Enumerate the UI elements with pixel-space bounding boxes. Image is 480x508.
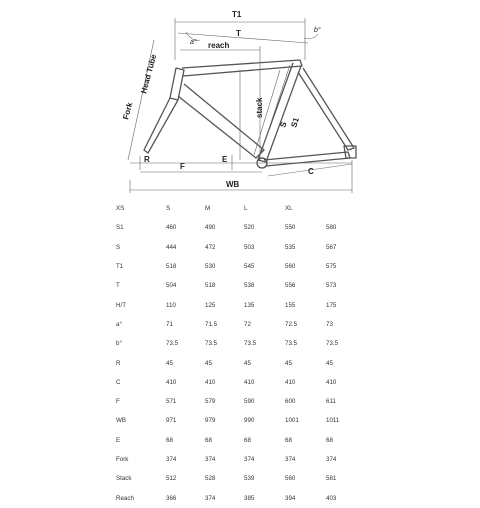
table-cell: 175: [326, 301, 337, 309]
table-cell: 472: [205, 243, 216, 251]
table-cell: 590: [244, 398, 255, 406]
table-cell: 68: [244, 436, 251, 444]
table-cell: 68: [166, 436, 173, 444]
table-row: [116, 411, 356, 430]
row-label-cell: WB: [116, 417, 126, 425]
row-label-cell: S: [116, 243, 121, 251]
table-cell: 155: [285, 301, 296, 309]
table-row: [116, 238, 356, 257]
row-label-cell: b°: [116, 340, 122, 348]
label-s1: S1: [289, 116, 301, 129]
dimension-lines: [128, 18, 352, 193]
table-cell: 520: [244, 224, 255, 232]
table-cell: 560: [285, 475, 296, 483]
label-reach: reach: [208, 41, 230, 50]
table-cell: 550: [285, 224, 296, 232]
table-row: [116, 353, 356, 372]
table-cell: 394: [285, 494, 296, 502]
row-label-cell: R: [116, 359, 121, 367]
label-stack: stack: [255, 97, 264, 118]
table-cell: 971: [166, 417, 177, 425]
table-cell: 444: [166, 243, 177, 251]
table-cell: 410: [285, 378, 296, 386]
row-label-cell: Fork: [116, 456, 129, 463]
label-b-angle: b°: [314, 27, 321, 34]
table-cell: M: [205, 205, 211, 213]
table-cell: 110: [166, 301, 176, 309]
label-a-angle: a°: [190, 39, 197, 46]
row-label-cell: E: [116, 436, 121, 444]
table-row: [116, 488, 356, 507]
seat-tube: [258, 63, 301, 162]
table-cell: 410: [244, 378, 255, 386]
table-cell: 374: [285, 456, 296, 463]
table-row: [116, 295, 356, 314]
bike-frame: [144, 60, 356, 166]
table-cell: 490: [205, 224, 216, 232]
table-cell: 410: [326, 378, 337, 386]
table-cell: 73.5: [326, 340, 339, 348]
label-f: F: [180, 162, 185, 171]
top-tube: [182, 60, 302, 76]
table-cell: 611: [326, 398, 336, 406]
table-cell: 374: [326, 456, 337, 463]
table-cell: 45: [326, 359, 333, 367]
table-row: [116, 276, 356, 295]
table-cell: 573: [326, 282, 337, 290]
row-label-cell: XS: [116, 205, 125, 213]
row-label-cell: Stack: [116, 475, 132, 483]
table-cell: 71: [166, 320, 173, 328]
table-cell: 1001: [285, 417, 299, 425]
table-cell: 538: [244, 282, 255, 290]
row-label-cell: S1: [116, 224, 124, 232]
table-cell: 73.5: [285, 340, 298, 348]
table-cell: 45: [166, 359, 173, 367]
fork-blade: [144, 98, 178, 153]
table-cell: 990: [244, 417, 255, 425]
table-cell: 366: [166, 494, 177, 502]
table-row: [116, 431, 356, 450]
head-tube: [170, 68, 184, 100]
table-cell: 518: [166, 263, 177, 271]
down-tube: [178, 84, 264, 158]
table-cell: 73.5: [205, 340, 218, 348]
table-cell: 125: [205, 301, 216, 309]
row-label-cell: T1: [116, 263, 124, 271]
table-cell: 560: [285, 263, 296, 271]
table-cell: 1011: [326, 417, 340, 425]
table-cell: 575: [326, 263, 337, 271]
table-cell: 579: [205, 398, 216, 406]
table-cell: 72: [244, 320, 251, 328]
table-row: [116, 334, 356, 353]
table-cell: 45: [205, 359, 212, 367]
row-label-cell: C: [116, 378, 121, 386]
table-cell: S: [166, 205, 171, 213]
row-label-cell: H/T: [116, 301, 126, 309]
table-cell: 600: [285, 398, 296, 406]
table-cell: 460: [166, 224, 177, 232]
table-cell: 45: [285, 359, 292, 367]
table-cell: 571: [166, 398, 177, 406]
label-c: C: [308, 167, 314, 176]
table-cell: [326, 199, 356, 218]
table-row: [116, 450, 356, 469]
table-cell: 530: [205, 263, 216, 271]
table-cell: 580: [326, 224, 337, 232]
geometry-table-body: [116, 199, 356, 508]
table-cell: 528: [205, 475, 216, 483]
table-cell: XL: [285, 205, 293, 213]
table-row: [116, 373, 356, 392]
table-cell: 518: [205, 282, 216, 290]
table-cell: 504: [166, 282, 177, 290]
label-t: T: [236, 29, 241, 38]
table-cell: 503: [244, 243, 255, 251]
table-cell: L: [244, 205, 248, 213]
table-cell: 374: [166, 456, 177, 463]
label-t1: T1: [232, 10, 242, 19]
row-label-cell: F: [116, 398, 120, 406]
table-cell: 68: [326, 436, 333, 444]
label-fork: Fork: [121, 101, 135, 121]
table-cell: 374: [244, 456, 255, 463]
table-cell: 581: [326, 475, 337, 483]
chain-stay: [264, 152, 350, 166]
table-cell: 385: [244, 494, 255, 502]
table-row: [116, 257, 356, 276]
seat-stay: [298, 68, 354, 150]
table-cell: 374: [205, 494, 216, 502]
table-cell: 73.5: [244, 340, 257, 348]
table-cell: 410: [166, 378, 177, 386]
table-row: [116, 218, 356, 237]
table-cell: 539: [244, 475, 255, 483]
geometry-table: [116, 199, 356, 508]
table-cell: 68: [285, 436, 292, 444]
label-e: E: [222, 155, 228, 164]
table-cell: 545: [244, 263, 255, 271]
row-label-cell: Reach: [116, 494, 134, 502]
table-cell: 403: [326, 494, 337, 502]
table-cell: 73: [326, 320, 333, 328]
table-row: [116, 469, 356, 488]
table-header-row: [116, 199, 356, 218]
label-s: S: [278, 120, 289, 129]
table-cell: 45: [244, 359, 251, 367]
table-cell: 72.5: [285, 320, 298, 328]
table-cell: 979: [205, 417, 216, 425]
row-label-cell: a°: [116, 320, 122, 328]
table-cell: 135: [244, 301, 255, 309]
label-r: R: [144, 155, 150, 164]
table-cell: 535: [285, 243, 296, 251]
table-cell: 556: [285, 282, 296, 290]
frame-geometry-diagram: [0, 0, 480, 195]
label-head-tube: Head Tube: [139, 53, 159, 95]
table-cell: 567: [326, 243, 337, 251]
table-cell: 71.5: [205, 320, 218, 328]
table-cell: 73.5: [166, 340, 179, 348]
table-row: [116, 392, 356, 411]
label-wb: WB: [226, 180, 240, 189]
table-cell: 68: [205, 436, 212, 444]
table-cell: 410: [205, 378, 216, 386]
row-label-cell: T: [116, 282, 120, 290]
table-row: [116, 315, 356, 334]
table-cell: 512: [166, 475, 177, 483]
table-cell: 374: [205, 456, 216, 463]
